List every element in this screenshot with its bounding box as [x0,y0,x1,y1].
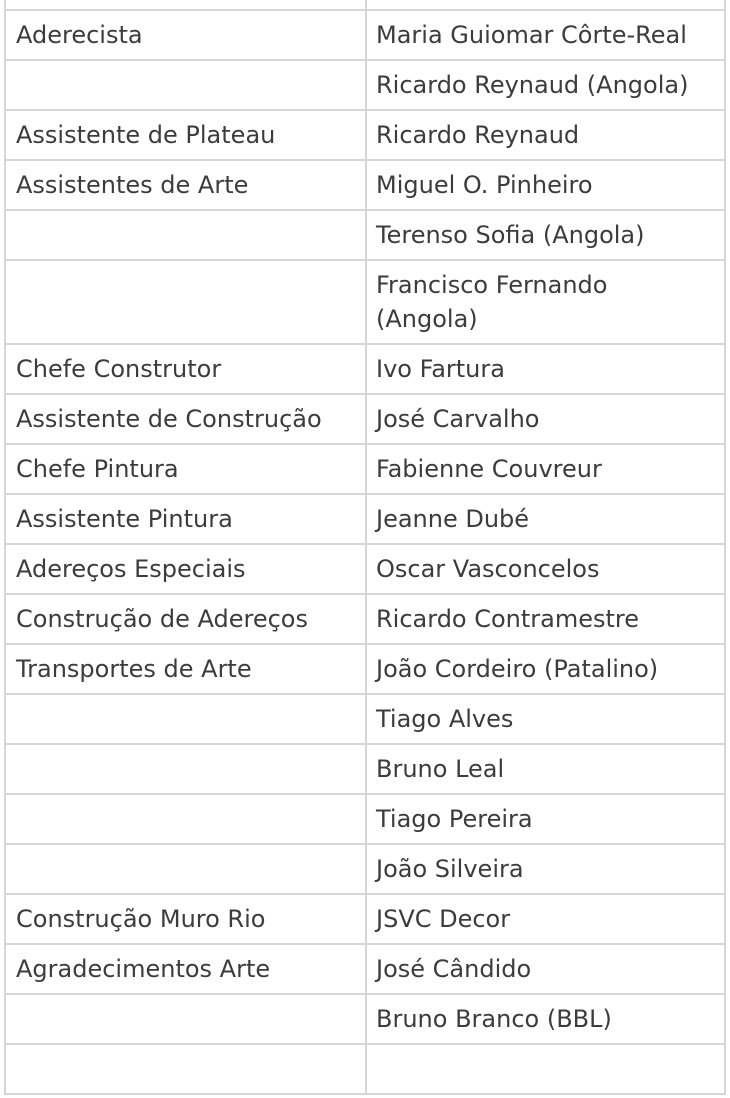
role-cell [5,1044,366,1094]
name-cell: Bruno Leal [366,744,725,794]
name-cell: Ivo Fartura [366,344,725,394]
table-row [5,10,725,60]
role-cell [5,794,366,844]
role-cell: Assistentes de Arte [5,160,366,210]
name-cell: Terenso Sofia (Angola) [366,210,725,260]
role-cell [5,0,366,10]
role-cell [5,744,366,794]
role-cell: Assistente de Plateau [5,110,366,160]
name-cell: Ricardo Contramestre [366,594,725,644]
role-cell: Assistente Pintura [5,494,366,544]
role-cell [5,844,366,894]
name-cell: Bruno Branco (BBL) [366,994,725,1044]
name-cell: José Carvalho [366,394,725,444]
role-cell: Construção de Adereços [5,594,366,644]
name-cell: JSVC Decor [366,894,725,944]
name-cell: Fabienne Couvreur [366,444,725,494]
table-row [5,60,725,110]
role-cell: Transportes de Arte [5,644,366,694]
table-row [5,210,725,260]
role-cell: Assistente de Construção [5,394,366,444]
table-row [5,844,725,894]
role-cell: Chefe Construtor [5,344,366,394]
table-row [5,894,725,944]
table-row [5,0,725,10]
table-row [5,644,725,694]
name-cell: João Cordeiro (Patalino) [366,644,725,694]
name-cell: Oscar Vasconcelos [366,544,725,594]
role-cell: Construção Muro Rio [5,894,366,944]
name-cell [366,0,725,10]
table-row [5,944,725,994]
table-row [5,794,725,844]
table-row [5,344,725,394]
table-row [5,110,725,160]
name-cell: Tiago Pereira [366,794,725,844]
table-row [5,494,725,544]
role-cell [5,60,366,110]
table-row [5,394,725,444]
table-row [5,260,725,344]
role-cell: Adereços Especiais [5,544,366,594]
role-cell [5,260,366,344]
name-cell: Ricardo Reynaud [366,110,725,160]
name-cell: Miguel O. Pinheiro [366,160,725,210]
role-cell: Chefe Pintura [5,444,366,494]
name-cell: Jeanne Dubé [366,494,725,544]
table-row [5,744,725,794]
table-row [5,694,725,744]
credits-table [4,0,726,1095]
name-cell: Tiago Alves [366,694,725,744]
table-row [5,594,725,644]
role-cell: Agradecimentos Arte [5,944,366,994]
name-cell: Ricardo Reynaud (Angola) [366,60,725,110]
table-row [5,994,725,1044]
table-row [5,1044,725,1094]
table-row [5,444,725,494]
name-cell: Maria Guiomar Côrte-Real [366,10,725,60]
role-cell [5,694,366,744]
name-cell: Francisco Fernando (Angola) [366,260,725,344]
name-cell: João Silveira [366,844,725,894]
credits-table-body [5,0,725,1094]
table-row [5,160,725,210]
name-cell [366,1044,725,1094]
name-cell: José Cândido [366,944,725,994]
role-cell: Aderecista [5,10,366,60]
role-cell [5,210,366,260]
role-cell [5,994,366,1044]
table-row [5,544,725,594]
